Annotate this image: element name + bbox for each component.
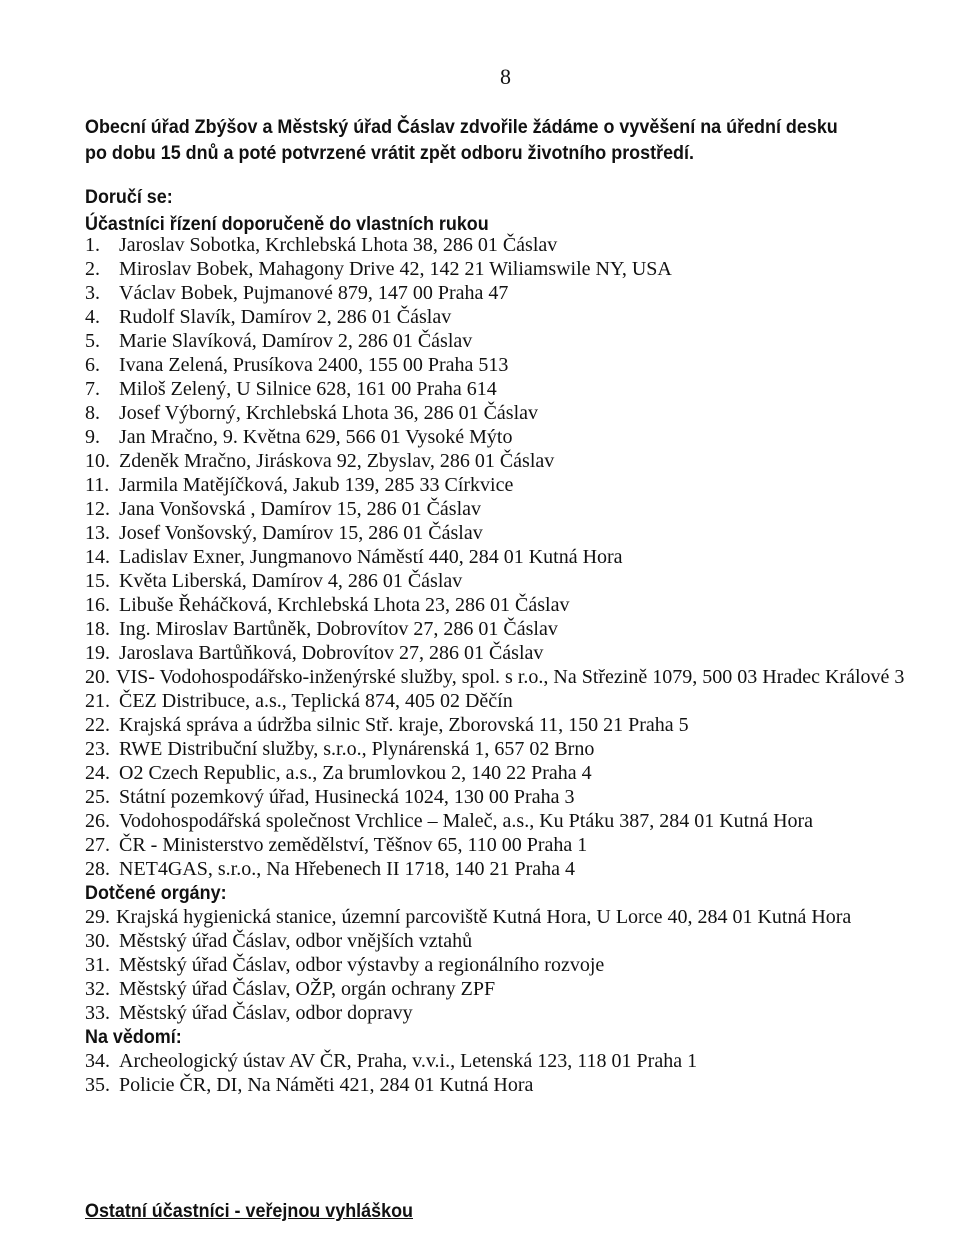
notice-list <box>85 1049 915 1097</box>
item-text: Archeologický ústav AV ČR, Praha, v.v.i., Letenská 123, 118 01 Praha 1 <box>119 1050 698 1072</box>
item-number: 25. <box>85 786 110 808</box>
list-item <box>85 1073 915 1097</box>
item-number: 9. <box>85 426 100 448</box>
list-item <box>85 1049 915 1073</box>
item-number: 26. <box>85 810 110 832</box>
item-number: 16. <box>85 594 110 616</box>
notice-heading: Na vědomí: <box>85 1026 182 1048</box>
item-text: ČEZ Distribuce, a.s., Teplická 874, 405 02 Děčín <box>119 690 513 712</box>
item-number: 29. <box>85 906 110 928</box>
item-number: 27. <box>85 834 110 856</box>
item-text: Krajská hygienická stanice, územní parcoviště Kutná Hora, U Lorce 40, 284 01 Kutná Hora <box>116 906 852 928</box>
item-text: Policie ČR, DI, Na Náměti 421, 284 01 Kutná Hora <box>119 1074 534 1096</box>
item-text: Ing. Miroslav Bartůněk, Dobrovítov 27, 286 01 Čáslav <box>119 618 558 640</box>
list-item <box>85 449 915 473</box>
item-number: 22. <box>85 714 110 736</box>
list-item <box>85 809 915 833</box>
list-item <box>85 905 915 929</box>
list-item <box>85 425 915 449</box>
item-text: Ladislav Exner, Jungmanovo Náměstí 440, 284 01 Kutná Hora <box>119 546 623 568</box>
list-item <box>85 281 915 305</box>
item-number: 3. <box>85 282 100 304</box>
item-text: Jarmila Matějíčková, Jakub 139, 285 33 Církvice <box>119 474 514 496</box>
list-item <box>85 305 915 329</box>
list-item <box>85 689 915 713</box>
page-number: 8 <box>500 64 511 89</box>
item-text: Marie Slavíková, Damírov 2, 286 01 Čáslav <box>119 330 473 352</box>
list-item <box>85 737 915 761</box>
item-number: 23. <box>85 738 110 760</box>
item-text: Státní pozemkový úřad, Husinecká 1024, 130 00 Praha 3 <box>119 786 575 808</box>
item-number: 24. <box>85 762 110 784</box>
item-number: 28. <box>85 858 110 880</box>
deliver-heading: Doručí se: <box>85 186 173 208</box>
authorities-heading: Dotčené orgány: <box>85 882 227 904</box>
item-text: Městský úřad Čáslav, OŽP, orgán ochrany ZPF <box>119 978 496 1000</box>
list-item <box>85 401 915 425</box>
item-number: 8. <box>85 402 100 424</box>
participants-list <box>85 233 915 881</box>
item-text: Jana Vonšovská , Damírov 15, 286 01 Čáslav <box>119 498 482 520</box>
item-number: 1. <box>85 234 100 256</box>
list-item <box>85 569 915 593</box>
item-number: 13. <box>85 522 110 544</box>
item-number: 33. <box>85 1002 110 1024</box>
item-number: 21. <box>85 690 110 712</box>
item-number: 5. <box>85 330 100 352</box>
item-text: Květa Liberská, Damírov 4, 286 01 Čáslav <box>119 570 463 592</box>
item-text: Josef Vonšovský, Damírov 15, 286 01 Čáslav <box>119 522 483 544</box>
item-number: 15. <box>85 570 110 592</box>
item-text: Městský úřad Čáslav, odbor dopravy <box>119 1002 413 1024</box>
item-text: RWE Distribuční služby, s.r.o., Plynárenská 1, 657 02 Brno <box>119 738 595 760</box>
item-number: 30. <box>85 930 110 952</box>
item-text: Jan Mračno, 9. Května 629, 566 01 Vysoké Mýto <box>119 426 513 448</box>
list-item <box>85 521 915 545</box>
recipient-list <box>85 233 915 1097</box>
participants-heading: Účastníci řízení doporučeně do vlastních rukou <box>85 213 489 235</box>
item-number: 10. <box>85 450 110 472</box>
item-number: 35. <box>85 1074 110 1096</box>
item-number: 2. <box>85 258 100 280</box>
item-text: Jaroslav Sobotka, Krchlebská Lhota 38, 286 01 Čáslav <box>119 234 558 256</box>
item-text: Miloš Zelený, U Silnice 628, 161 00 Praha 614 <box>119 378 497 400</box>
list-item <box>85 953 915 977</box>
list-item <box>85 833 915 857</box>
item-text: Krajská správa a údržba silnic Stř. kraje, Zborovská 11, 150 21 Praha 5 <box>119 714 689 736</box>
item-text: Rudolf Slavík, Damírov 2, 286 01 Čáslav <box>119 306 452 328</box>
item-text: Jaroslava Bartůňková, Dobrovítov 27, 286 01 Čáslav <box>119 642 544 664</box>
list-item <box>85 617 915 641</box>
item-text: ČR - Ministerstvo zemědělství, Těšnov 65, 110 00 Praha 1 <box>119 834 588 856</box>
item-text: Městský úřad Čáslav, odbor vnějších vztahů <box>119 930 473 952</box>
item-number: 31. <box>85 954 110 976</box>
list-item <box>85 641 915 665</box>
item-number: 6. <box>85 354 100 376</box>
item-text: Libuše Řeháčková, Krchlebská Lhota 23, 286 01 Čáslav <box>119 594 570 616</box>
item-number: 20. <box>85 666 110 688</box>
item-number: 18. <box>85 618 110 640</box>
item-text: VIS- Vodohospodářsko-inženýrské služby, spol. s r.o., Na Střezině 1079, 500 03 Hradec Králové 3 <box>116 666 905 688</box>
list-item <box>85 665 915 689</box>
intro-paragraph: Obecní úřad Zbýšov a Městský úřad Čáslav zdvořile žádáme o vyvěšení na úřední desku po dobu 15 dnů a poté potvrzené vrátit zpět odboru životního prostředí. <box>85 116 838 164</box>
item-text: Městský úřad Čáslav, odbor výstavby a regionálního rozvoje <box>119 954 605 976</box>
list-item <box>85 857 915 881</box>
list-item <box>85 929 915 953</box>
list-item <box>85 353 915 377</box>
item-text: O2 Czech Republic, a.s., Za brumlovkou 2, 140 22 Praha 4 <box>119 762 592 784</box>
list-item <box>85 1001 915 1025</box>
item-text: Miroslav Bobek, Mahagony Drive 42, 142 21 Wiliamswile NY, USA <box>119 258 672 280</box>
item-text: NET4GAS, s.r.o., Na Hřebenech II 1718, 140 21 Praha 4 <box>119 858 576 880</box>
item-number: 4. <box>85 306 100 328</box>
item-number: 12. <box>85 498 110 520</box>
item-number: 19. <box>85 642 110 664</box>
item-text: Zdeněk Mračno, Jiráskova 92, Zbyslav, 286 01 Čáslav <box>119 450 555 472</box>
list-item <box>85 977 915 1001</box>
list-item <box>85 473 915 497</box>
item-number: 14. <box>85 546 110 568</box>
authorities-list <box>85 905 915 1025</box>
other-participants-heading: Ostatní účastníci - veřejnou vyhláškou <box>85 1200 414 1222</box>
list-item <box>85 257 915 281</box>
item-number: 7. <box>85 378 100 400</box>
list-item <box>85 233 915 257</box>
list-item <box>85 497 915 521</box>
item-text: Václav Bobek, Pujmanové 879, 147 00 Praha 47 <box>119 282 509 304</box>
list-item <box>85 761 915 785</box>
list-item <box>85 713 915 737</box>
list-item <box>85 377 915 401</box>
item-number: 32. <box>85 978 110 1000</box>
list-item <box>85 329 915 353</box>
list-item <box>85 785 915 809</box>
item-number: 34. <box>85 1050 110 1072</box>
item-text: Josef Výborný, Krchlebská Lhota 36, 286 01 Čáslav <box>119 402 539 424</box>
list-item <box>85 545 915 569</box>
item-number: 11. <box>85 474 110 496</box>
item-text: Vodohospodářská společnost Vrchlice – Maleč, a.s., Ku Ptáku 387, 284 01 Kutná Hora <box>119 810 814 832</box>
item-text: Ivana Zelená, Prusíkova 2400, 155 00 Praha 513 <box>119 354 509 376</box>
delivery-block <box>85 184 489 238</box>
list-item <box>85 593 915 617</box>
